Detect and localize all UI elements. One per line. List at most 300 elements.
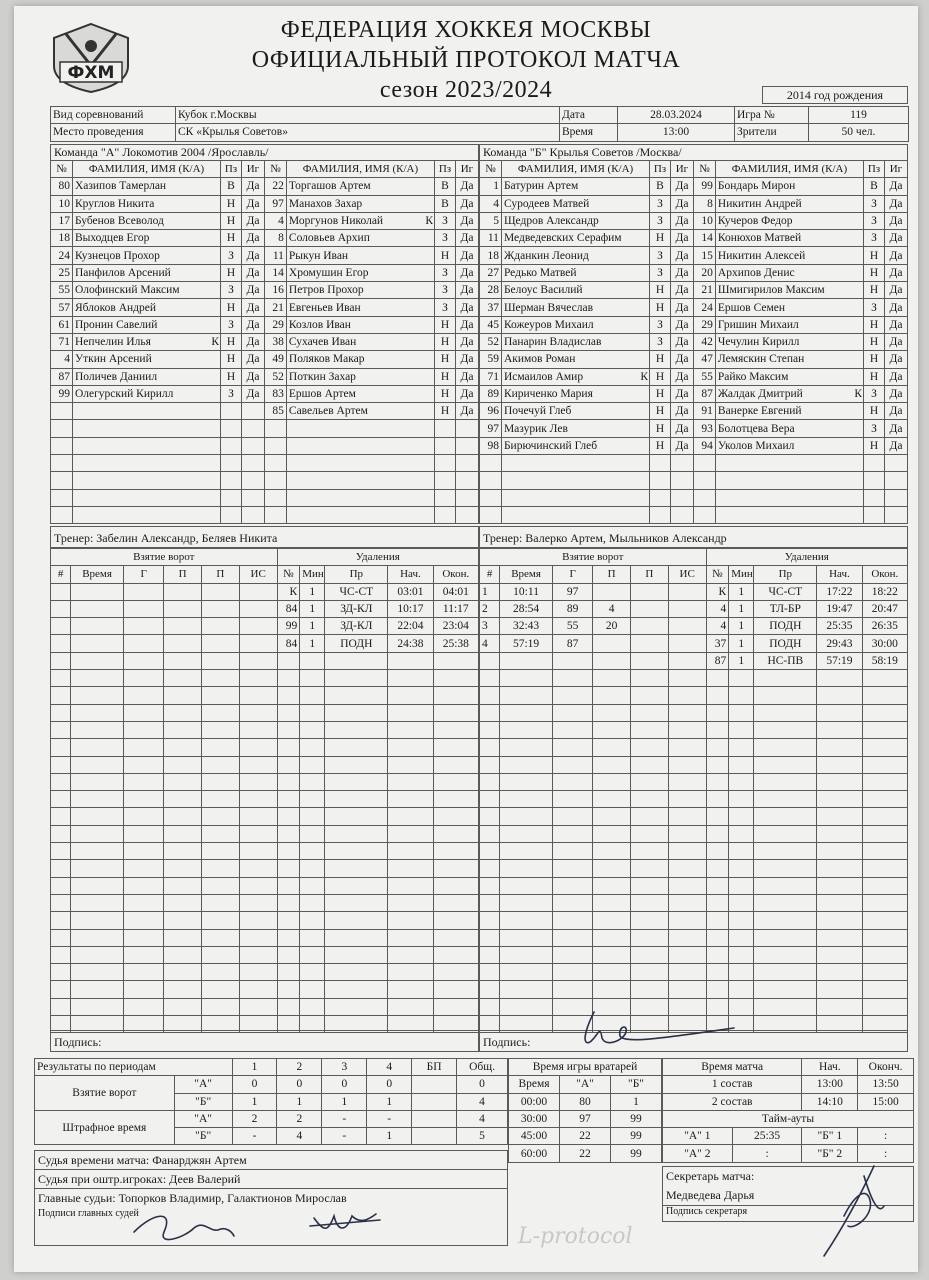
goal-cell bbox=[239, 635, 277, 652]
captain-mark bbox=[639, 420, 650, 437]
player-position: Н bbox=[864, 351, 885, 368]
penalty-cell bbox=[862, 998, 907, 1015]
penalties-header: Удаления bbox=[277, 549, 478, 566]
player-name bbox=[715, 472, 852, 489]
captain-mark bbox=[424, 247, 435, 264]
goal-cell bbox=[71, 825, 124, 842]
goal-cell bbox=[71, 600, 124, 617]
goal-cell bbox=[668, 912, 706, 929]
penalty-cell bbox=[706, 687, 729, 704]
goal-cell bbox=[51, 964, 71, 981]
period-value: 0 bbox=[367, 1076, 412, 1093]
player-plays: Да bbox=[455, 333, 478, 350]
goal-cell bbox=[631, 912, 669, 929]
goal-cell bbox=[51, 808, 71, 825]
goal-cell bbox=[593, 756, 631, 773]
competition-label: Вид соревнований bbox=[51, 107, 176, 124]
goal-cell bbox=[202, 808, 240, 825]
goal-cell bbox=[500, 825, 553, 842]
goal-cell bbox=[164, 946, 202, 963]
goalie-value: 60:00 bbox=[509, 1145, 560, 1162]
penalty-cell bbox=[706, 981, 729, 998]
player-number: 25 bbox=[51, 264, 73, 281]
penalty-cell bbox=[388, 912, 433, 929]
goal-cell bbox=[164, 791, 202, 808]
goal-cell bbox=[593, 808, 631, 825]
timekeeper: Судья времени матча: Фанарджян Артем bbox=[35, 1151, 507, 1170]
player-number: 99 bbox=[693, 178, 715, 195]
penalty-cell bbox=[729, 808, 754, 825]
captain-mark bbox=[853, 316, 864, 333]
goalie-row bbox=[509, 1110, 662, 1127]
goal-cell bbox=[500, 773, 553, 790]
period-value: - bbox=[232, 1128, 277, 1145]
captain-mark bbox=[853, 247, 864, 264]
goal-cell bbox=[553, 687, 593, 704]
goal-cell bbox=[668, 860, 706, 877]
match-start-label: Нач. bbox=[802, 1059, 858, 1076]
event-row bbox=[51, 670, 479, 687]
goal-cell bbox=[631, 583, 669, 600]
player-plays: Да bbox=[884, 368, 907, 385]
player-plays: Да bbox=[670, 230, 693, 247]
player-position: З bbox=[864, 195, 885, 212]
goal-cell bbox=[202, 894, 240, 911]
penalty-cell bbox=[388, 964, 433, 981]
goal-cell bbox=[202, 981, 240, 998]
protocol-title: ОФИЦИАЛЬНЫЙ ПРОТОКОЛ МАТЧА bbox=[251, 47, 681, 73]
goalie-col: "Б" bbox=[611, 1076, 662, 1093]
player-number: 42 bbox=[693, 333, 715, 350]
roster-row bbox=[480, 299, 908, 316]
penalty-cell bbox=[862, 946, 907, 963]
player-name: Уткин Арсений bbox=[72, 351, 209, 368]
event-row bbox=[51, 583, 479, 600]
goal-cell bbox=[668, 652, 706, 669]
goal-cell: 89 bbox=[553, 600, 593, 617]
captain-mark bbox=[210, 420, 221, 437]
player-name bbox=[501, 455, 638, 472]
goal-cell bbox=[51, 600, 71, 617]
captain-mark bbox=[639, 195, 650, 212]
penalty-cell bbox=[300, 929, 325, 946]
penalty-cell bbox=[277, 825, 300, 842]
player-name: Почечуй Глеб bbox=[501, 403, 638, 420]
col-ig: Иг bbox=[670, 161, 693, 178]
event-row bbox=[51, 704, 479, 721]
player-number bbox=[693, 489, 715, 506]
goal-cell: 10:11 bbox=[500, 583, 553, 600]
goal-cell bbox=[500, 964, 553, 981]
player-plays: Да bbox=[241, 333, 264, 350]
event-row bbox=[480, 860, 908, 877]
player-position: З bbox=[864, 299, 885, 316]
penalty-cell: 20:47 bbox=[862, 600, 907, 617]
goalie-value: 99 bbox=[611, 1128, 662, 1145]
penalty-cell bbox=[277, 739, 300, 756]
captain-mark bbox=[424, 385, 435, 402]
period-row-label: Штрафное время bbox=[35, 1110, 175, 1145]
penalty-cell bbox=[300, 704, 325, 721]
penalty-cell: 4 bbox=[706, 618, 729, 635]
captain-mark bbox=[424, 195, 435, 212]
penalty-cell bbox=[300, 998, 325, 1015]
goal-cell bbox=[631, 600, 669, 617]
goal-cell bbox=[480, 756, 500, 773]
goal-cell bbox=[593, 721, 631, 738]
goal-cell bbox=[500, 946, 553, 963]
captain-mark bbox=[853, 333, 864, 350]
penalty-cell bbox=[862, 912, 907, 929]
period-col: 4 bbox=[367, 1059, 412, 1076]
penalty-cell: 24:38 bbox=[388, 635, 433, 652]
player-name bbox=[72, 489, 209, 506]
penalty-cell bbox=[325, 843, 388, 860]
player-position: З bbox=[221, 385, 242, 402]
goal-cell: 97 bbox=[553, 583, 593, 600]
goal-cell bbox=[202, 912, 240, 929]
penalty-cell bbox=[729, 721, 754, 738]
penalty-col: Мин bbox=[729, 566, 754, 583]
goal-cell bbox=[71, 618, 124, 635]
period-value: 0 bbox=[277, 1076, 322, 1093]
captain-mark bbox=[210, 489, 221, 506]
player-name: Батурин Артем bbox=[501, 178, 638, 195]
player-number: 52 bbox=[264, 368, 286, 385]
goal-cell bbox=[164, 773, 202, 790]
penalty-cell bbox=[706, 860, 729, 877]
player-position bbox=[650, 506, 671, 523]
goal-cell bbox=[500, 998, 553, 1015]
penalty-cell bbox=[706, 739, 729, 756]
player-number bbox=[51, 506, 73, 523]
penalty-cell bbox=[754, 739, 817, 756]
timeout-cell: 25:35 bbox=[732, 1128, 802, 1145]
goal-cell bbox=[631, 929, 669, 946]
player-plays: Да bbox=[884, 403, 907, 420]
penalty-cell bbox=[277, 946, 300, 963]
goal-cell bbox=[239, 964, 277, 981]
captain-mark bbox=[639, 385, 650, 402]
player-plays: Да bbox=[884, 247, 907, 264]
period-results bbox=[34, 1058, 508, 1145]
roster-row bbox=[51, 212, 479, 229]
player-plays bbox=[884, 506, 907, 523]
goal-cell bbox=[239, 981, 277, 998]
penalty-cell bbox=[817, 964, 862, 981]
penalty-cell: НС-ПВ bbox=[754, 652, 817, 669]
penalty-cell bbox=[729, 670, 754, 687]
period-col: Общ. bbox=[457, 1059, 508, 1076]
penalty-cell bbox=[754, 825, 817, 842]
goal-cell bbox=[202, 583, 240, 600]
period-row bbox=[35, 1076, 508, 1093]
penalty-cell bbox=[862, 687, 907, 704]
player-plays bbox=[884, 472, 907, 489]
player-name: Сухачев Иван bbox=[286, 333, 423, 350]
goal-cell bbox=[631, 670, 669, 687]
goal-cell bbox=[51, 739, 71, 756]
player-number bbox=[693, 472, 715, 489]
player-position bbox=[221, 437, 242, 454]
penalty-cell bbox=[729, 929, 754, 946]
player-name bbox=[715, 506, 852, 523]
penalty-cell bbox=[388, 687, 433, 704]
goal-cell bbox=[480, 721, 500, 738]
captain-mark bbox=[853, 178, 864, 195]
captain-mark bbox=[424, 316, 435, 333]
goal-cell bbox=[593, 825, 631, 842]
penalty-cell: 19:47 bbox=[817, 600, 862, 617]
penalty-cell bbox=[862, 843, 907, 860]
player-position: Н bbox=[435, 368, 456, 385]
goal-cell bbox=[593, 912, 631, 929]
player-position bbox=[435, 489, 456, 506]
goal-cell bbox=[71, 964, 124, 981]
period-col: 2 bbox=[277, 1059, 322, 1076]
player-number: 28 bbox=[480, 282, 502, 299]
session-end: 13:50 bbox=[858, 1076, 914, 1093]
player-name: Рыкун Иван bbox=[286, 247, 423, 264]
goal-cell bbox=[480, 912, 500, 929]
goal-cell bbox=[202, 929, 240, 946]
goal-cell bbox=[593, 652, 631, 669]
watermark: L-protocol bbox=[518, 1224, 633, 1249]
player-plays bbox=[670, 455, 693, 472]
goal-cell: 1 bbox=[480, 583, 500, 600]
captain-mark bbox=[639, 178, 650, 195]
player-plays: Да bbox=[241, 368, 264, 385]
player-name: Кучеров Федор bbox=[715, 212, 852, 229]
goal-cell bbox=[124, 773, 164, 790]
match-time-title: Время матча bbox=[663, 1059, 802, 1076]
season-title: сезон 2023/2024 bbox=[379, 77, 553, 103]
player-number: 22 bbox=[264, 178, 286, 195]
goal-col: ИС bbox=[239, 566, 277, 583]
player-plays bbox=[670, 506, 693, 523]
goal-cell bbox=[51, 946, 71, 963]
player-name: Кузнецов Прохор bbox=[72, 247, 209, 264]
goal-cell bbox=[480, 825, 500, 842]
player-plays: Да bbox=[455, 264, 478, 281]
player-plays: Да bbox=[884, 333, 907, 350]
goal-cell bbox=[593, 981, 631, 998]
player-number: 80 bbox=[51, 178, 73, 195]
team-b-title: Команда "Б" Крылья Советов /Москва/ bbox=[479, 144, 908, 160]
goal-cell bbox=[480, 877, 500, 894]
event-row bbox=[480, 773, 908, 790]
penalty-cell bbox=[754, 670, 817, 687]
player-number: 87 bbox=[51, 368, 73, 385]
penalty-cell bbox=[325, 808, 388, 825]
captain-mark: К bbox=[639, 368, 650, 385]
goal-cell bbox=[202, 946, 240, 963]
captain-mark bbox=[853, 506, 864, 523]
referee-signatures bbox=[114, 1202, 414, 1252]
period-col: БП bbox=[412, 1059, 457, 1076]
penalty-cell bbox=[433, 981, 478, 998]
event-row bbox=[480, 739, 908, 756]
col-number: № bbox=[693, 161, 715, 178]
player-number: 5 bbox=[480, 212, 502, 229]
goal-cell bbox=[71, 652, 124, 669]
penalty-cell bbox=[754, 791, 817, 808]
penalty-cell bbox=[706, 912, 729, 929]
goal-col: П bbox=[164, 566, 202, 583]
goal-cell bbox=[51, 860, 71, 877]
player-number bbox=[264, 420, 286, 437]
player-name: Медведевских Серафим bbox=[501, 230, 638, 247]
captain-mark bbox=[424, 264, 435, 281]
player-name: Болотцева Вера bbox=[715, 420, 852, 437]
player-position bbox=[435, 472, 456, 489]
player-name: Ванерке Евгений bbox=[715, 403, 852, 420]
goalie-value: 22 bbox=[560, 1145, 611, 1162]
penalty-cell bbox=[862, 894, 907, 911]
player-position: Н bbox=[864, 403, 885, 420]
player-number: 8 bbox=[264, 230, 286, 247]
goal-cell bbox=[631, 635, 669, 652]
goal-cell bbox=[480, 670, 500, 687]
goal-cell bbox=[124, 912, 164, 929]
goal-cell bbox=[239, 704, 277, 721]
penalty-cell: 1 bbox=[729, 600, 754, 617]
player-name: Акимов Роман bbox=[501, 351, 638, 368]
period-value: 1 bbox=[322, 1093, 367, 1110]
goal-col: П bbox=[593, 566, 631, 583]
player-name: Хромушин Егор bbox=[286, 264, 423, 281]
captain-mark bbox=[639, 247, 650, 264]
penalty-cell: ЗД-КЛ bbox=[325, 600, 388, 617]
goal-cell bbox=[71, 756, 124, 773]
penalty-cell: 25:35 bbox=[817, 618, 862, 635]
player-plays bbox=[670, 472, 693, 489]
penalty-cell bbox=[706, 877, 729, 894]
player-position: Н bbox=[221, 333, 242, 350]
player-position: Н bbox=[864, 264, 885, 281]
penalty-cell: 18:22 bbox=[862, 583, 907, 600]
penalty-cell bbox=[817, 704, 862, 721]
player-name: Шерман Вячеслав bbox=[501, 299, 638, 316]
goal-cell bbox=[631, 721, 669, 738]
goal-cell bbox=[500, 912, 553, 929]
player-plays: Да bbox=[884, 230, 907, 247]
captain-mark bbox=[853, 368, 864, 385]
period-col: 3 bbox=[322, 1059, 367, 1076]
penalty-cell bbox=[300, 981, 325, 998]
goal-cell bbox=[164, 981, 202, 998]
goal-cell bbox=[631, 964, 669, 981]
player-position: З bbox=[435, 299, 456, 316]
penalty-cell bbox=[706, 704, 729, 721]
penalty-cell bbox=[817, 756, 862, 773]
goal-cell bbox=[164, 860, 202, 877]
captain-mark bbox=[424, 455, 435, 472]
period-value: 0 bbox=[232, 1076, 277, 1093]
goal-col: ИС bbox=[668, 566, 706, 583]
penalty-cell: 17:22 bbox=[817, 583, 862, 600]
goal-cell bbox=[593, 946, 631, 963]
team-b-signature bbox=[554, 1002, 754, 1052]
player-number bbox=[264, 506, 286, 523]
goalie-value: 99 bbox=[611, 1110, 662, 1127]
player-position bbox=[435, 437, 456, 454]
player-name: Лемяскин Степан bbox=[715, 351, 852, 368]
captain-mark bbox=[210, 230, 221, 247]
goal-cell bbox=[71, 877, 124, 894]
captain-mark bbox=[210, 299, 221, 316]
captain-mark bbox=[210, 178, 221, 195]
player-name: Круглов Никита bbox=[72, 195, 209, 212]
goal-cell: 2 bbox=[480, 600, 500, 617]
goal-cell bbox=[164, 704, 202, 721]
penalty-cell bbox=[433, 894, 478, 911]
period-value: 5 bbox=[457, 1128, 508, 1145]
player-name: Никитин Андрей bbox=[715, 195, 852, 212]
goal-cell bbox=[553, 843, 593, 860]
penalty-cell bbox=[388, 877, 433, 894]
penalty-cell bbox=[277, 652, 300, 669]
goal-cell bbox=[668, 635, 706, 652]
goal-cell bbox=[202, 704, 240, 721]
player-plays: Да bbox=[241, 264, 264, 281]
player-name: Панфилов Арсений bbox=[72, 264, 209, 281]
event-row bbox=[480, 877, 908, 894]
player-name: Манахов Захар bbox=[286, 195, 423, 212]
date-label: Дата bbox=[560, 107, 618, 124]
goal-cell bbox=[553, 670, 593, 687]
goal-cell bbox=[124, 825, 164, 842]
goal-cell bbox=[164, 721, 202, 738]
penalty-cell bbox=[277, 791, 300, 808]
player-name: Чечулин Кирилл bbox=[715, 333, 852, 350]
penalty-cell bbox=[729, 791, 754, 808]
roster-row bbox=[51, 420, 479, 437]
secretary-sign-label: Подпись секретаря bbox=[663, 1205, 913, 1217]
player-number bbox=[693, 455, 715, 472]
event-row bbox=[480, 912, 908, 929]
goal-cell bbox=[51, 825, 71, 842]
player-plays: Да bbox=[455, 230, 478, 247]
period-value: - bbox=[322, 1110, 367, 1127]
penalty-cell bbox=[277, 894, 300, 911]
spectators-value: 50 чел. bbox=[809, 124, 909, 141]
col-pz: Пз bbox=[864, 161, 885, 178]
player-plays: Да bbox=[670, 351, 693, 368]
captain-mark bbox=[210, 264, 221, 281]
goal-col: Г bbox=[553, 566, 593, 583]
player-number: 55 bbox=[51, 282, 73, 299]
main-sign-label: Подписи главных судей bbox=[38, 1208, 139, 1219]
player-name: Соловьев Архип bbox=[286, 230, 423, 247]
player-position: Н bbox=[650, 385, 671, 402]
player-name: Шмигирилов Максим bbox=[715, 282, 852, 299]
player-position: Н bbox=[864, 282, 885, 299]
player-number: 87 bbox=[693, 385, 715, 402]
penalty-cell bbox=[817, 721, 862, 738]
team-mark: "А" bbox=[174, 1076, 232, 1093]
roster-row bbox=[480, 472, 908, 489]
penalty-cell bbox=[433, 808, 478, 825]
roster-row bbox=[51, 195, 479, 212]
player-position bbox=[864, 455, 885, 472]
goal-cell: 20 bbox=[593, 618, 631, 635]
session-start: 14:10 bbox=[802, 1093, 858, 1110]
penalty-cell bbox=[433, 843, 478, 860]
event-row bbox=[480, 756, 908, 773]
penalty-cell bbox=[706, 843, 729, 860]
col-ig: Иг bbox=[455, 161, 478, 178]
